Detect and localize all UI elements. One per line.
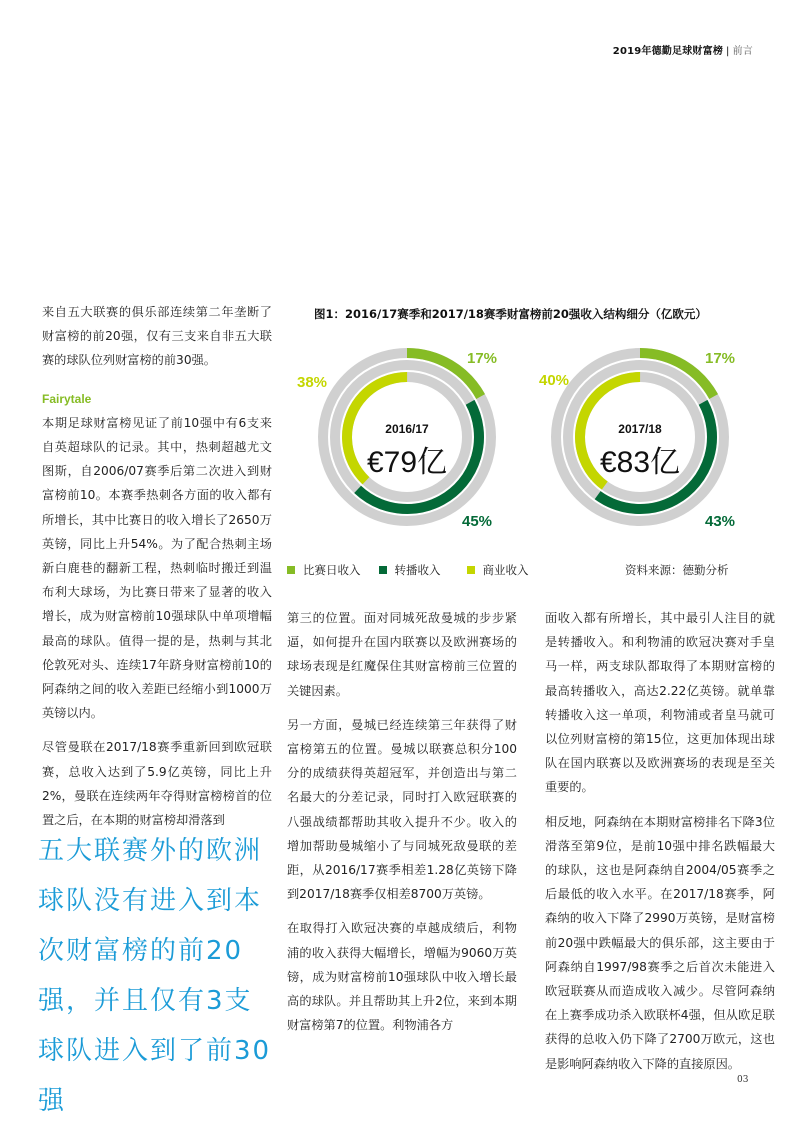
paragraph: 第三的位置。面对同城死敌曼城的步步紧逼，如何提升在国内联赛以及欧洲赛场的球场表现是红魔保住其财富榜前三位置的关键因素。 xyxy=(287,611,517,698)
season-label: 2016/17 xyxy=(385,422,429,436)
pull-quote: 五大联赛外的欧洲球队没有进入到本次财富榜的前20强，并且仅有3支球队进入到了前30强 xyxy=(38,836,272,1116)
subheading-fairytale: Fairytale xyxy=(42,391,92,406)
season-label: 2017/18 xyxy=(618,422,662,436)
report-title: 2019年德勤足球财富榜 xyxy=(612,46,724,57)
broadcast-pct-label: 43% xyxy=(705,513,736,530)
paragraph: 在取得打入欧冠决赛的卓越成绩后，利物浦的收入获得大幅增长，增幅为9060万英镑，成为财富榜前10强球队中收入增长最高的球队。并且帮助其上升2位，来到本期财富榜第7的位置。利物浦各方 xyxy=(287,921,517,1033)
page-number: 03 xyxy=(737,1075,749,1085)
column-1 xyxy=(42,300,272,842)
paragraph: 面收入都有所增长，其中最引人注目的就是转播收入。和利物浦的欧冠决赛对手皇马一样，两支球队都取得了本期财富榜的最高转播收入，高达2.22亿英镑。就单靠转播收入这一单项，利物浦或者皇马就可以位列财富榜的第15位，这更加体现出球队在国内联赛以及欧洲赛场的表现是至关重要的。 xyxy=(545,611,775,795)
broadcast-pct-label: 45% xyxy=(462,513,493,530)
matchday-pct-label: 17% xyxy=(467,350,498,367)
legend-label: 商业收入 xyxy=(482,563,529,577)
figure-title: 图1：2016/17赛季和2017/18赛季财富榜前20强收入结构细分（亿欧元） xyxy=(314,307,707,321)
paragraph: 尽管曼联在2017/18赛季重新回到欧冠联赛，总收入达到了5.9亿英镑，同比上升2%，曼联在连续两年夺得财富榜榜首的位置之后，在本期的财富榜却滑落到 xyxy=(42,740,272,828)
header-separator: | xyxy=(726,46,730,57)
total-revenue: €83亿 xyxy=(599,446,681,479)
chart-legend xyxy=(287,562,547,578)
column-2 xyxy=(287,606,517,1047)
legend-item-broadcast xyxy=(379,562,441,578)
figure-source: 资料来源：德勤分析 xyxy=(625,563,729,577)
paragraph: 相反地，阿森纳在本期财富榜排名下降3位滑落至第9位，是前10强中排名跌幅最大的球队，这也是阿森纳自2004/05赛季之后最低的收入水平。在2017/18赛季，阿森纳的收入下降了2990万英镑，是财富榜前20强中跌幅最大的俱乐部，这主要由于阿森纳自1997/98赛季之后首次未能进入欧冠联赛从而造成收入减少。尽管阿森纳在上赛季成功杀入欧联杯4强，但从欧足联获得的总收入仍下降了2700万欧元，这也是影响阿森纳收入下降的直接原因。 xyxy=(545,814,775,1071)
column-3 xyxy=(545,606,775,1086)
paragraph: 本期足球财富榜见证了前10强中有6支来自英超球队的记录。其中，热刺超越尤文图斯，自2006/07赛季后第二次进入到财富榜前10。本赛季热刺各方面的收入都有所增长，其中比赛日的收入增长了2650万英镑，同比上升54%。为了配合热刺主场新白鹿巷的翻新工程，热刺临时搬迁到温布利大球场，为比赛日带来了显著的收入增长，成为财富榜前10强球队中单项增幅最高的球队。值得一提的是，热刺与其北伦敦死对头、连续17年跻身财富榜前10的阿森纳之间的收入差距已经缩小到1000万英镑以内。 xyxy=(42,415,272,721)
legend-label: 比赛日收入 xyxy=(303,563,361,577)
legend-item-commercial xyxy=(467,562,529,578)
commercial-pct-label: 38% xyxy=(297,374,328,391)
paragraph: 另一方面，曼城已经连续第三年获得了财富榜第五的位置。曼城以联赛总积分100分的成绩获得英超冠军，并创造出与第二名最大的分差记录，同时打入欧冠联赛的八强战绩都帮助其收入提升不少。收入的增加帮助曼城缩小了与同城死敌曼联的差距，从2016/17赛季相差1.28亿英镑下降到2017/18赛季仅相差8700万英镑。 xyxy=(287,717,517,902)
paragraph: 来自五大联赛的俱乐部连续第二年垄断了财富榜的前20强，仅有三支来自非五大联赛的球队位列财富榜的前30强。 xyxy=(42,305,272,368)
donut-chart-2016-17 xyxy=(317,347,497,527)
legend-item-matchday xyxy=(287,562,361,578)
total-revenue: €79亿 xyxy=(366,446,448,479)
matchday-pct-label: 17% xyxy=(705,350,736,367)
page-header xyxy=(613,42,753,57)
commercial-pct-label: 40% xyxy=(539,372,570,389)
broadcast-swatch-icon xyxy=(379,566,387,574)
section-name: 前言 xyxy=(732,46,753,57)
legend-label: 转播收入 xyxy=(394,563,441,577)
commercial-swatch-icon xyxy=(467,566,475,574)
donut-chart-2017-18 xyxy=(550,347,730,527)
matchday-swatch-icon xyxy=(287,566,295,574)
